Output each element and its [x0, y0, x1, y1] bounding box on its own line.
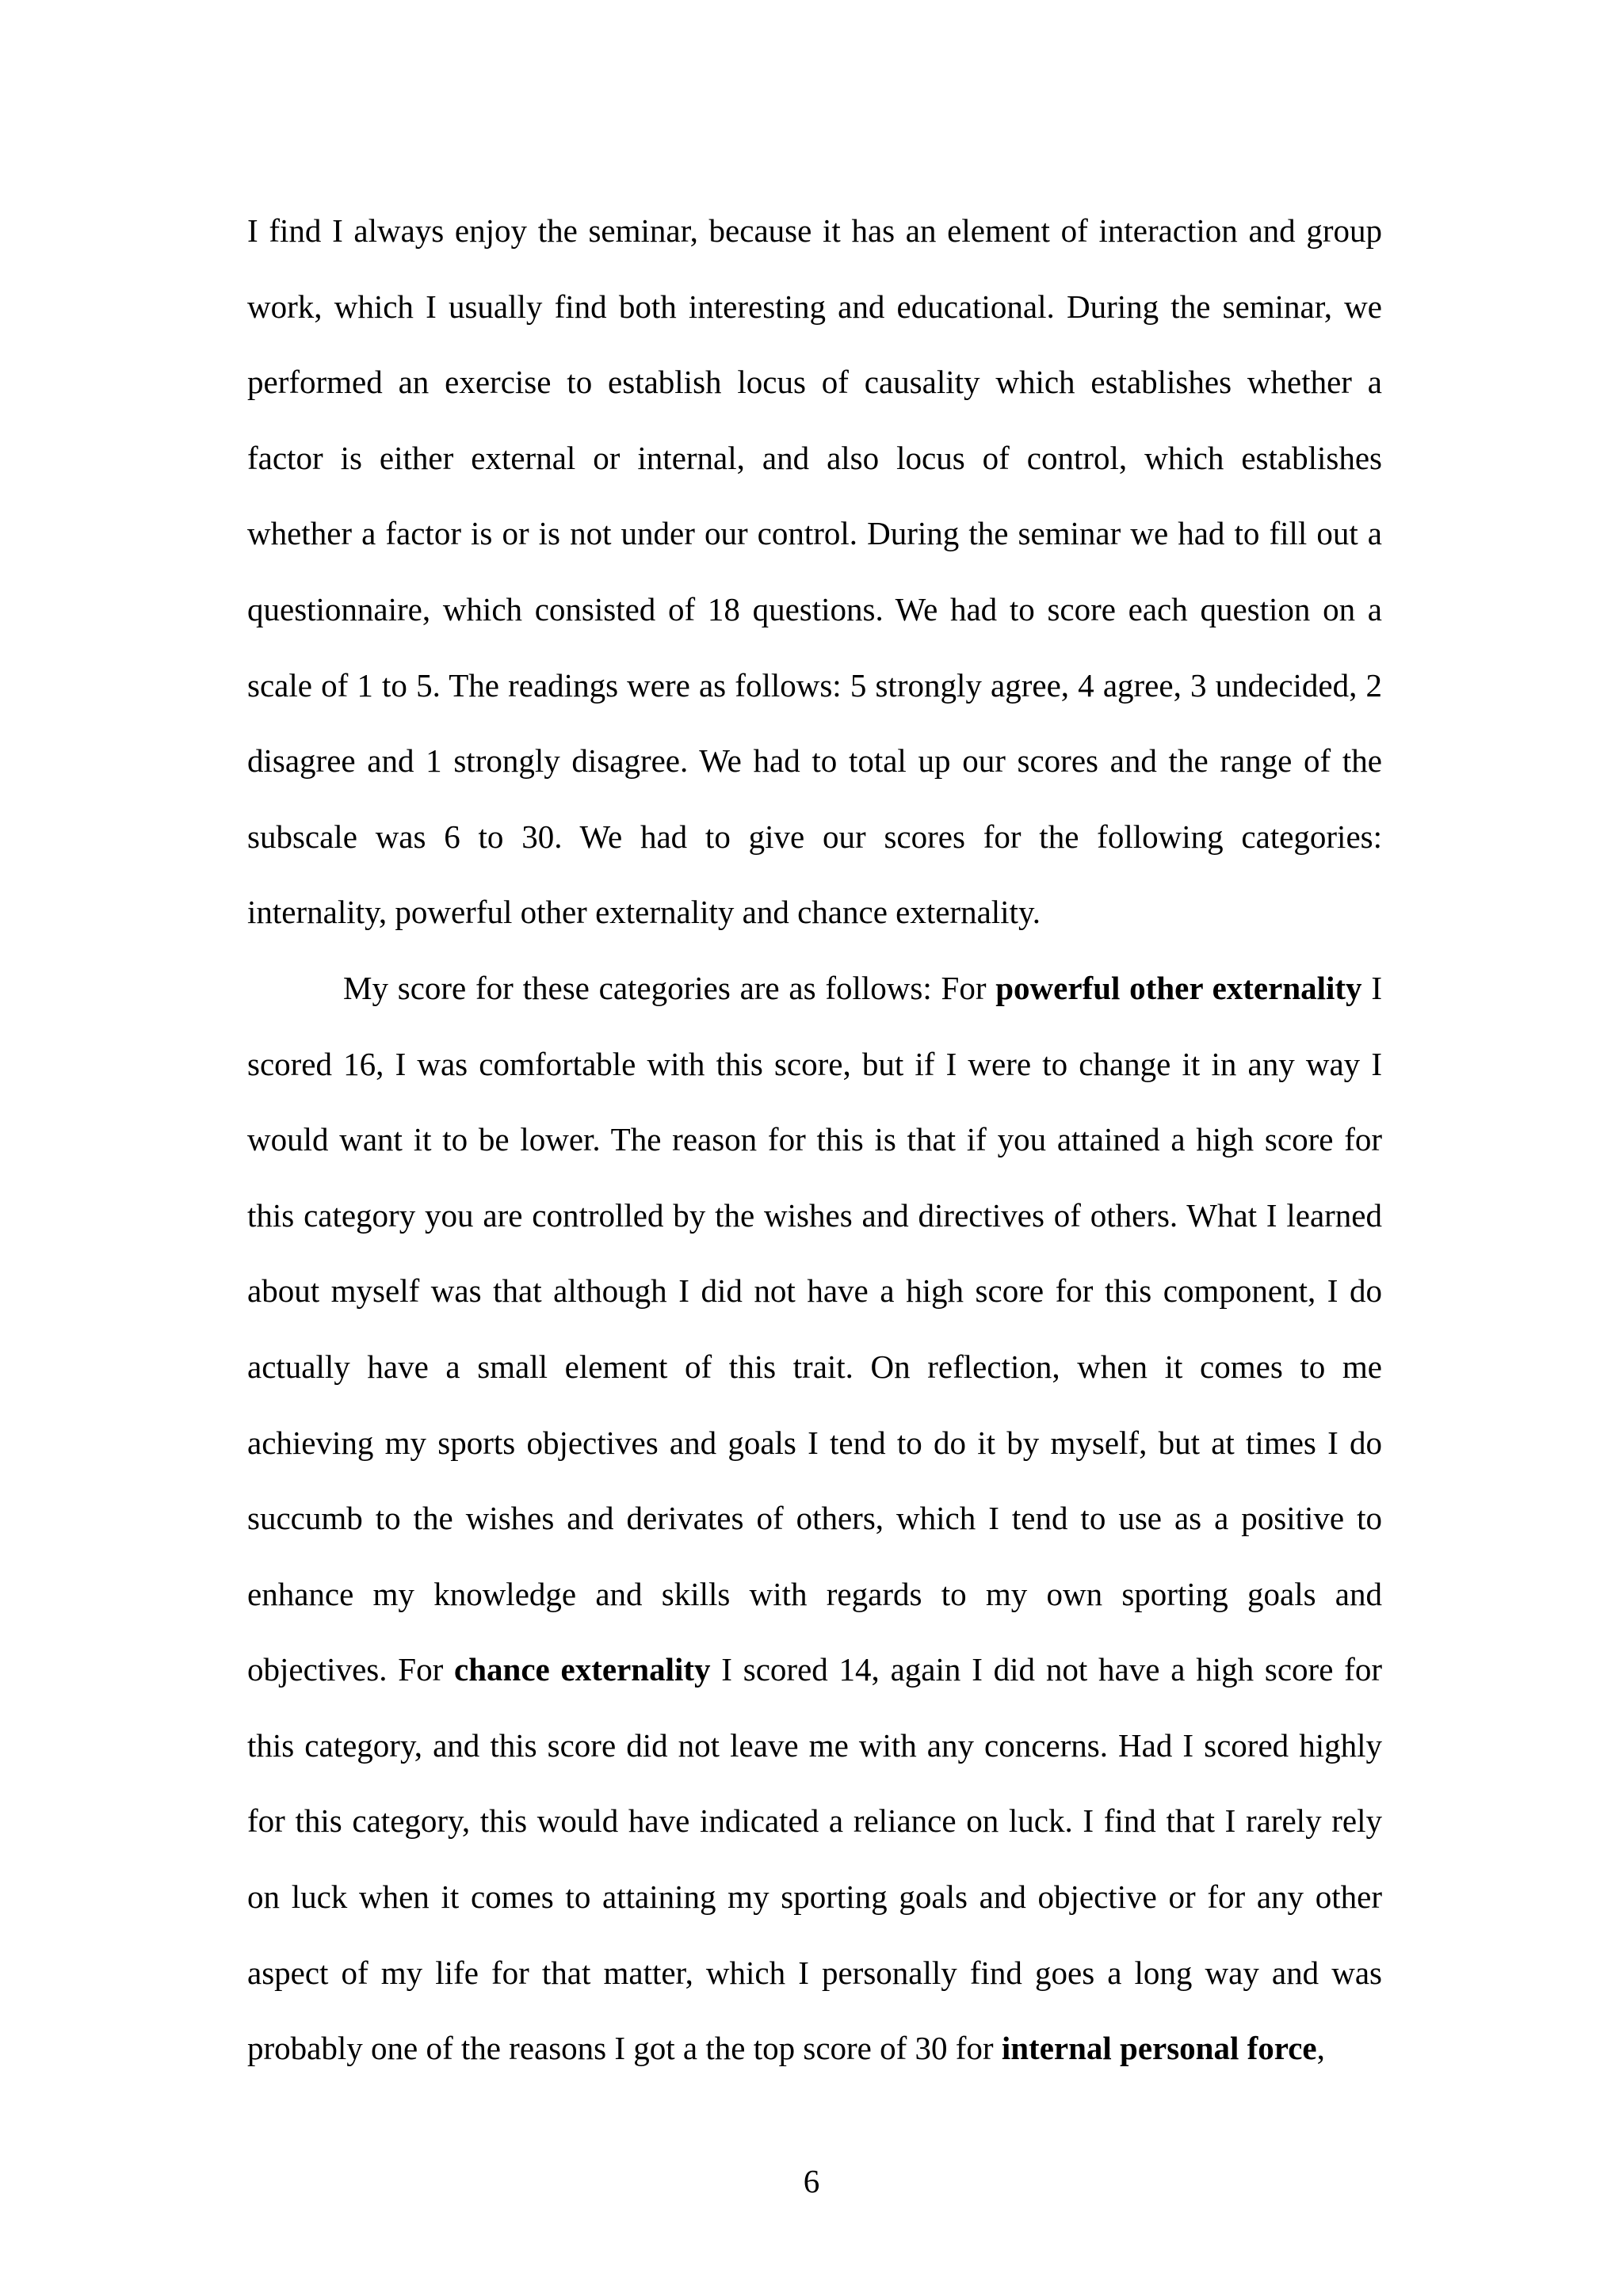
- term-internal-personal-force: internal personal force: [1001, 2030, 1317, 2067]
- term-chance-externality: chance externality: [454, 1651, 711, 1688]
- page-number: 6: [803, 2163, 820, 2199]
- paragraph-text: ,: [1316, 2030, 1325, 2067]
- paragraph-text: I scored 16, I was comfortable with this score, but if I were to change it in any way I would want it to be lower. The reason for this is that if you attained a high score for this category you are controlled by the wishes and directives of others. What I learned about myself was that although I did not have a high score for this component, I do actually have a small element of this trait. On reflection, when it comes to me achieving my sports objectives and goals I tend to do it by myself, but at times I do succumb to the wishes and derivates of others, which I tend to use as a positive to enhance my knowledge and skills with regards to my own sporting goals and objectives. For: [247, 969, 1382, 1688]
- term-powerful-other-externality: powerful other externality: [995, 969, 1362, 1006]
- paragraph-text: I find I always enjoy the seminar, because it has an element of interaction and group work, which I usually find both interesting and educational. During the seminar, we performed an exercise to establish locus of causality which establishes whether a factor is either external or internal, and also locus of control, which establishes whether a factor is or is not under our control. During the seminar we had to fill out a questionnaire, which consisted of 18 questions. We had to score each question on a scale of 1 to 5. The readings were as follows: 5 strongly agree, 4 agree, 3 undecided, 2 disagree and 1 strongly disagree. We had to total up our scores and the range of the subscale was 6 to 30. We had to give our scores for the following categories: internality, powerful other externality and chance externality.: [247, 212, 1382, 931]
- paragraph-seminar-intro: [247, 193, 1382, 951]
- paragraph-scores: [247, 951, 1382, 2087]
- body-text: [247, 193, 1382, 2087]
- paragraph-text: My score for these categories are as follows: For: [343, 969, 996, 1006]
- paragraph-text: I scored 14, again I did not have a high score for this category, and this score did not leave me with any concerns. Had I scored highly for this category, this would have indicated a reliance on luck. I find that I rarely rely on luck when it comes to attaining my sporting goals and objective or for any other aspect of my life for that matter, which I personally find goes a long way and was probably one of the reasons I got a the top score of 30 for: [247, 1651, 1382, 2067]
